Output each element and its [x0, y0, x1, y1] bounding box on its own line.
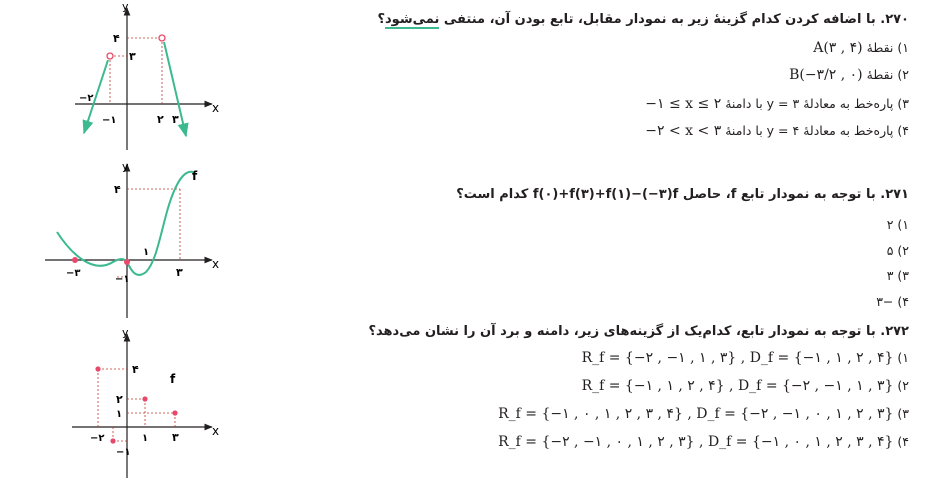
tick-y3: ۳ — [129, 50, 136, 63]
question-270-title — [377, 12, 909, 27]
option-number: ۴) — [897, 294, 909, 309]
point-origin — [124, 259, 130, 265]
q271-title-text: ۲۷۱. با توجه به نمودار تابع f، حاصل f(۰)+f(۳)+f(۱)−(−۳)f کدام است؟ — [456, 187, 909, 202]
option-text: ۲ — [886, 217, 894, 232]
tick-ym1-272: −۱ — [116, 447, 131, 458]
option-text: پاره‌خط به معادلهٔ y = ۴ با دامنهٔ — [725, 123, 894, 138]
tick-ym1-271: −۱ — [115, 274, 130, 285]
option-number: ۲) — [897, 243, 909, 258]
option-text: نقطهٔ — [866, 40, 894, 55]
tick-x3-271: ۳ — [176, 266, 183, 279]
tick-one-271: ۱ — [143, 247, 150, 258]
q270-option-3[interactable] — [645, 96, 909, 112]
q272-option-3[interactable] — [498, 406, 909, 422]
q270-title-emphasis: نمی‌شود — [385, 12, 440, 27]
q270-title-end: ؟ — [377, 12, 385, 27]
option-number: ۱) — [897, 40, 909, 55]
point-d — [110, 438, 115, 443]
question-271-title — [456, 187, 909, 202]
tick-x3-272: ۳ — [172, 431, 179, 444]
x-axis-label-272: x — [212, 424, 220, 438]
tick-y4: ۴ — [113, 32, 120, 45]
q271-option-3[interactable] — [887, 268, 909, 283]
option-math: B(−۳/۲ , ۰) — [789, 67, 863, 83]
option-number: ۴) — [897, 123, 909, 138]
option-text: نقطهٔ — [866, 67, 894, 82]
tick-xm3-271: −۳ — [66, 268, 81, 279]
y-axis-label-272: y — [122, 326, 129, 339]
option-number: ۲) — [897, 67, 909, 82]
option-number: ۳) — [897, 406, 909, 421]
option-math: R_f = {−۱ , ۰ , ۱ , ۲ , ۳ , ۴} , D_f = {−۲ , −۱ , ۰ , ۱ , ۲ , ۳} — [498, 406, 894, 422]
graph-270 — [75, 0, 219, 150]
tick-xm2-272: −۲ — [90, 433, 105, 444]
option-math: A(۳ , ۴) — [813, 40, 863, 56]
option-text: ۵ — [886, 243, 894, 258]
q271-option-2[interactable] — [887, 243, 909, 258]
open-point-left — [107, 53, 113, 59]
option-number: ۳) — [897, 268, 909, 283]
q270-option-1[interactable] — [813, 40, 909, 56]
q271-option-4[interactable] — [876, 294, 909, 309]
graph-271 — [45, 160, 219, 318]
option-math: R_f = {−۲ , −۱ , ۱ , ۳} , D_f = {−۱ , ۱ , ۲ , ۴} — [581, 350, 894, 366]
question-272-title — [368, 324, 909, 339]
graph-272 — [72, 326, 219, 478]
tick-xm1: −۱ — [102, 115, 117, 126]
tick-x3: ۳ — [172, 113, 179, 126]
f-label-271: f — [192, 169, 198, 183]
tick-y4-272: ۴ — [132, 363, 139, 376]
point-a — [95, 366, 100, 371]
option-math: −۱ ≤ x ≤ ۲ — [645, 96, 722, 112]
tick-y1-272: ۱ — [116, 409, 123, 420]
f-label-272: f — [170, 372, 176, 386]
option-math: −۲ < x < ۳ — [645, 123, 722, 139]
option-number: ۱) — [897, 350, 909, 365]
y-axis-label-271: y — [122, 160, 129, 173]
q270-option-2[interactable] — [789, 67, 909, 83]
graphs-panel — [0, 0, 260, 491]
option-number: ۳) — [897, 96, 909, 111]
option-text: پاره‌خط به معادلهٔ y = ۳ با دامنهٔ — [725, 96, 894, 111]
q270-option-4[interactable] — [645, 123, 909, 139]
option-number: ۲) — [897, 378, 909, 393]
q272-title-text: ۲۷۲. با توجه به نمودار تابع، کدام‌یک از گزینه‌های زیر، دامنه و برد آن را نشان می‌دهد؟ — [368, 324, 909, 339]
option-number: ۴) — [897, 434, 909, 449]
q272-option-2[interactable] — [582, 378, 909, 394]
q271-option-1[interactable] — [887, 217, 909, 232]
x-axis-label: x — [212, 101, 220, 115]
option-math: R_f = {−۱ , ۱ , ۲ , ۴} , D_f = {−۲ , −۱ , ۱ , ۳} — [581, 378, 894, 394]
tick-xm2: −۲ — [79, 93, 94, 104]
tick-y2-272: ۲ — [116, 393, 123, 406]
option-text: ۳ — [886, 268, 894, 283]
point-c — [172, 410, 177, 415]
x-axis-label-271: x — [212, 257, 220, 271]
option-text: −۳ — [876, 294, 894, 309]
point-neg3 — [72, 257, 78, 263]
tick-y4-271: ۴ — [114, 183, 121, 196]
open-point-right — [159, 35, 165, 41]
tick-x2: ۲ — [157, 113, 164, 126]
tick-x1-272: ۱ — [142, 433, 149, 444]
point-b — [142, 396, 147, 401]
option-number: ۱) — [897, 217, 909, 232]
option-math: R_f = {−۲ , −۱ , ۰ , ۱ , ۲ , ۳} , D_f = {−۱ , ۰ , ۱ , ۲ , ۳ , ۴} — [498, 434, 894, 450]
q270-title-text: ۲۷۰. با اضافه کردن کدام گزینهٔ زیر به نمودار مقابل، تابع بودن آن، منتفی — [439, 12, 909, 27]
q272-option-1[interactable] — [582, 350, 909, 366]
q272-option-4[interactable] — [498, 434, 909, 450]
y-axis-label: y — [122, 0, 129, 13]
